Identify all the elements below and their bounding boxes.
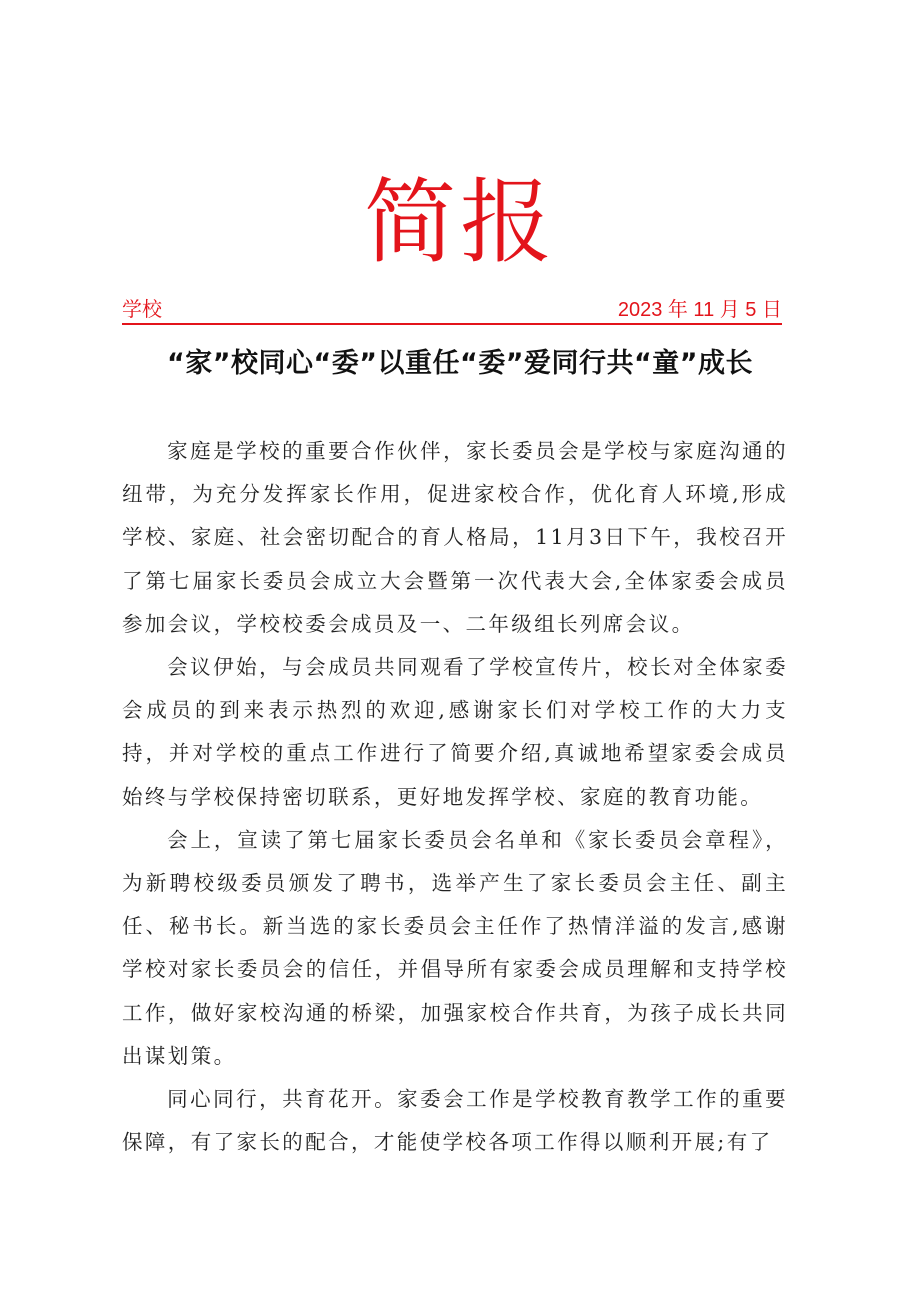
paragraph: 会上，宣读了第七届家长委员会名单和《家长委员会章程》，为新聘校级委员颁发了聘书，选举产生了家长委员会主任、副主任、秘书长。新当选的家长委员会主任作了热情洋溢的发言,感谢学校对家长委员会的信任，并倡导所有家委会成员理解和支持学校工作，做好家校沟通的桥梁，加强家校合作共育，为孩子成长共同出谋划策。 <box>122 827 788 1068</box>
paragraph: 同心同行，共育花开。家委会工作是学校教育教学工作的重要保障，有了家长的配合，才能使学校各项工作得以顺利开展;有了 <box>122 1087 788 1155</box>
paragraph: 家庭是学校的重要合作伙伴，家长委员会是学校与家庭沟通的纽带，为充分发挥家长作用，促进家校合作，优化育人环境,形成学校、家庭、社会密切配合的育人格局，11月3日下午，我校召开了第七届家长委员会成立大会暨第一次代表大会,全体家委会成员参加会议，学校校委会成员及一、二年级组长列席会议。 <box>122 439 788 636</box>
masthead-title: 简报 <box>363 169 556 276</box>
issue-line <box>122 297 782 325</box>
issuing-organization: 学校 <box>122 299 162 321</box>
issue-date: 2023 年 11 月 5 日 <box>617 299 782 321</box>
article-body <box>122 430 788 1164</box>
article-title: “家”校同心“委”以重任“委”爱同行共“童”成长 <box>167 348 753 379</box>
paragraph: 会议伊始，与会成员共同观看了学校宣传片，校长对全体家委会成员的到来表示热烈的欢迎,感谢家长们对学校工作的大力支持，并对学校的重点工作进行了简要介绍,真诚地希望家委会成员始终与学校保持密切联系，更好地发挥学校、家庭的教育功能。 <box>122 655 788 809</box>
